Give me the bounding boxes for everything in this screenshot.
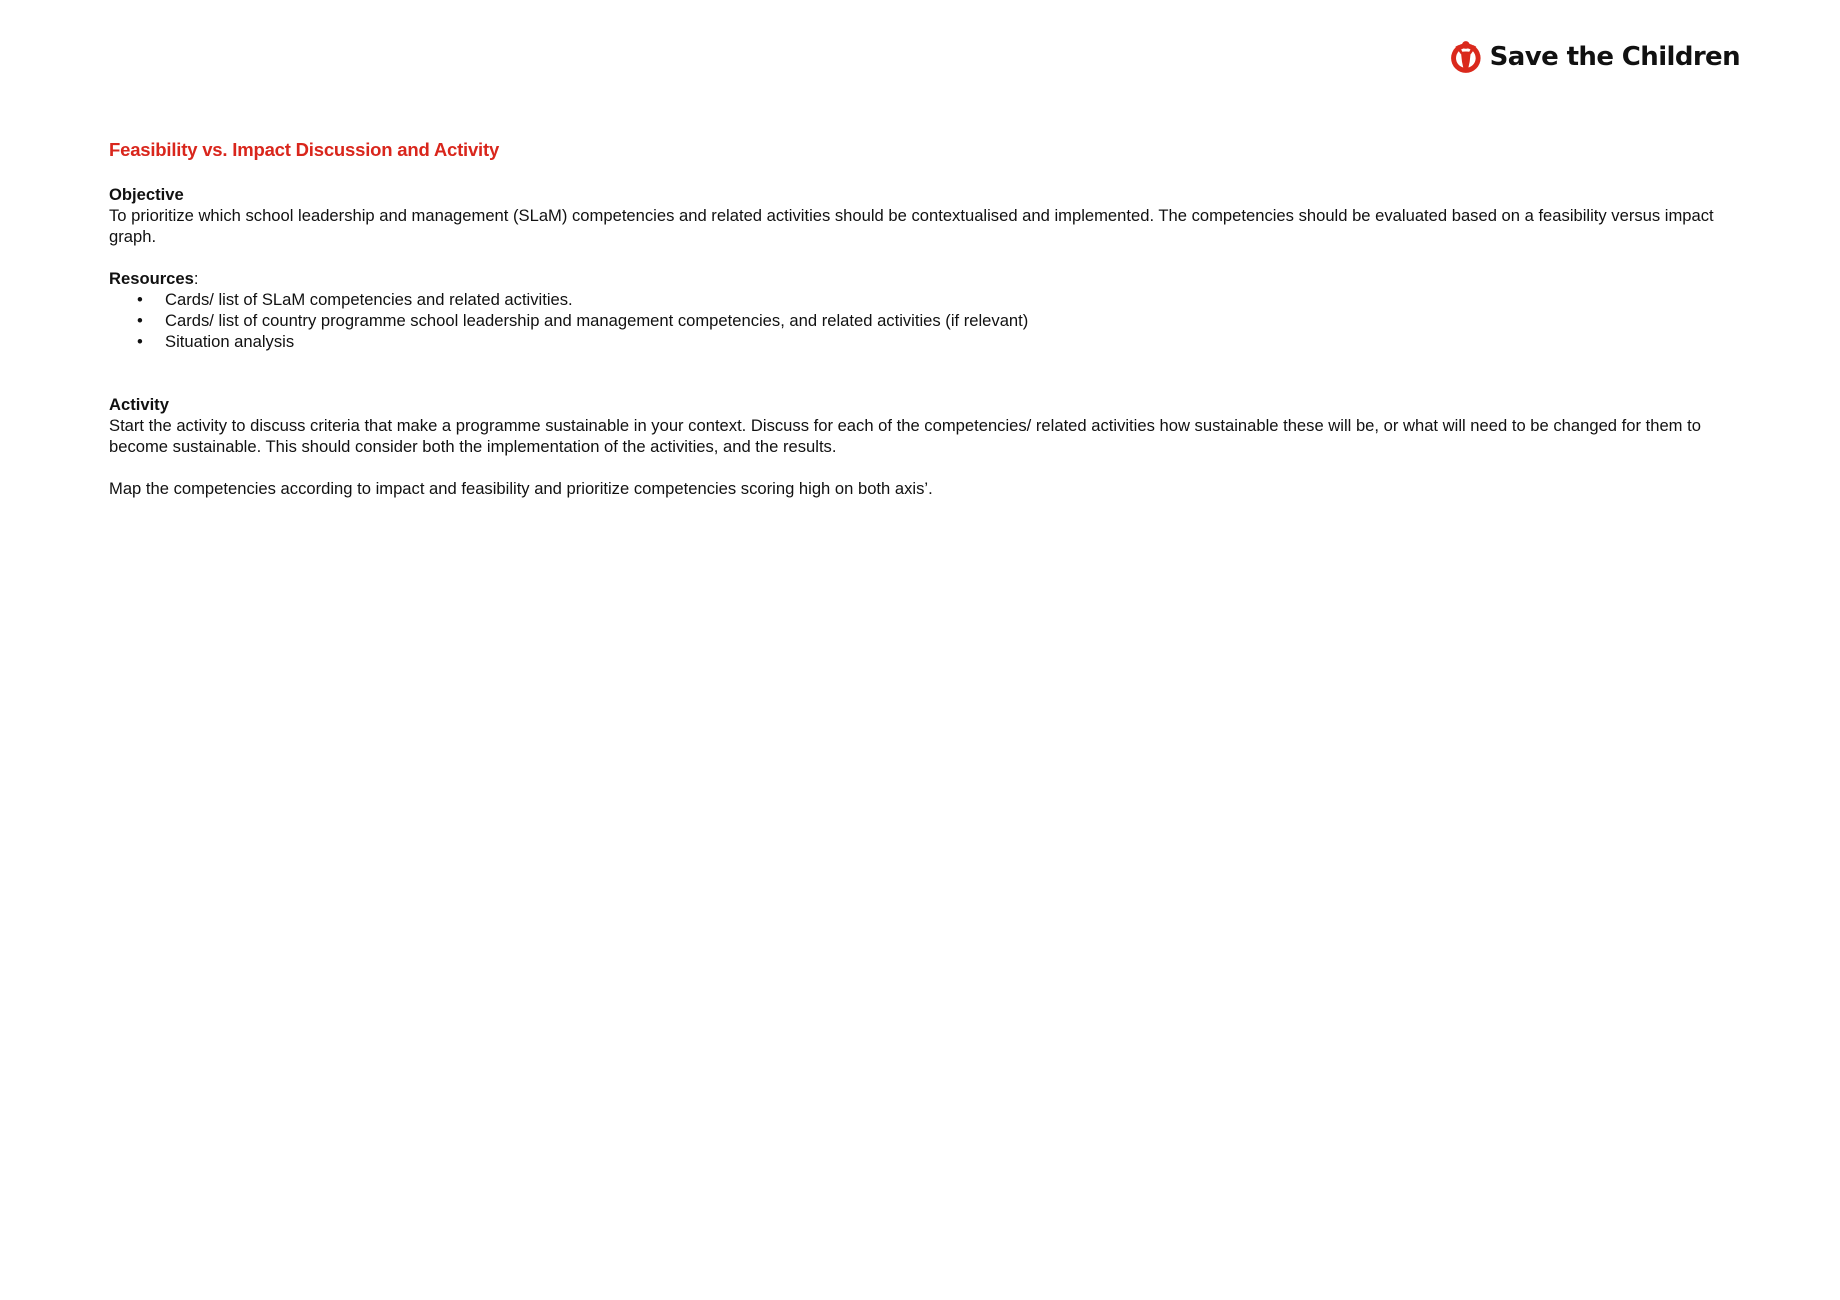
activity-heading: Activity <box>109 395 169 414</box>
resource-item-text: Situation analysis <box>165 332 295 351</box>
activity-text-2: Map the competencies according to impact and feasibility and prioritize competencies scoring high on both axis’. <box>109 479 933 498</box>
document-body <box>109 138 1734 499</box>
bullet: • <box>137 290 143 309</box>
list-item <box>137 310 1734 331</box>
document-title: Feasibility vs. Impact Discussion and Activity <box>109 139 500 160</box>
resource-item-text: Cards/ list of SLaM competencies and related activities. <box>165 290 573 309</box>
resources-heading-colon: : <box>193 269 199 288</box>
list-item <box>137 331 1734 352</box>
objective-text: To prioritize which school leadership and management (SLaM) competencies and related activities should be contextualised and implemented. The competencies should be evaluated based on a feasibility versus impact graph. <box>109 206 1714 246</box>
save-the-children-figure-icon <box>1450 26 1482 88</box>
bullet: • <box>137 332 143 351</box>
resources-list <box>109 289 1734 352</box>
save-the-children-logo <box>1450 26 1740 88</box>
list-item <box>137 289 1734 310</box>
logo-text: Save the Children <box>1489 42 1740 72</box>
resource-item-text: Cards/ list of country programme school leadership and management competencies, and related activities (if relevant) <box>165 311 1029 330</box>
activity-text-1: Start the activity to discuss criteria that make a programme sustainable in your context. Discuss for each of the competencies/ related activities how sustainable these will be, or what will need to be changed for them to become sustainable. This should consider both the implementation of the activities, and the results. <box>109 416 1701 456</box>
bullet: • <box>137 311 143 330</box>
objective-heading: Objective <box>109 185 184 204</box>
resources-heading-line <box>109 268 1734 289</box>
resources-heading: Resources <box>109 269 194 288</box>
